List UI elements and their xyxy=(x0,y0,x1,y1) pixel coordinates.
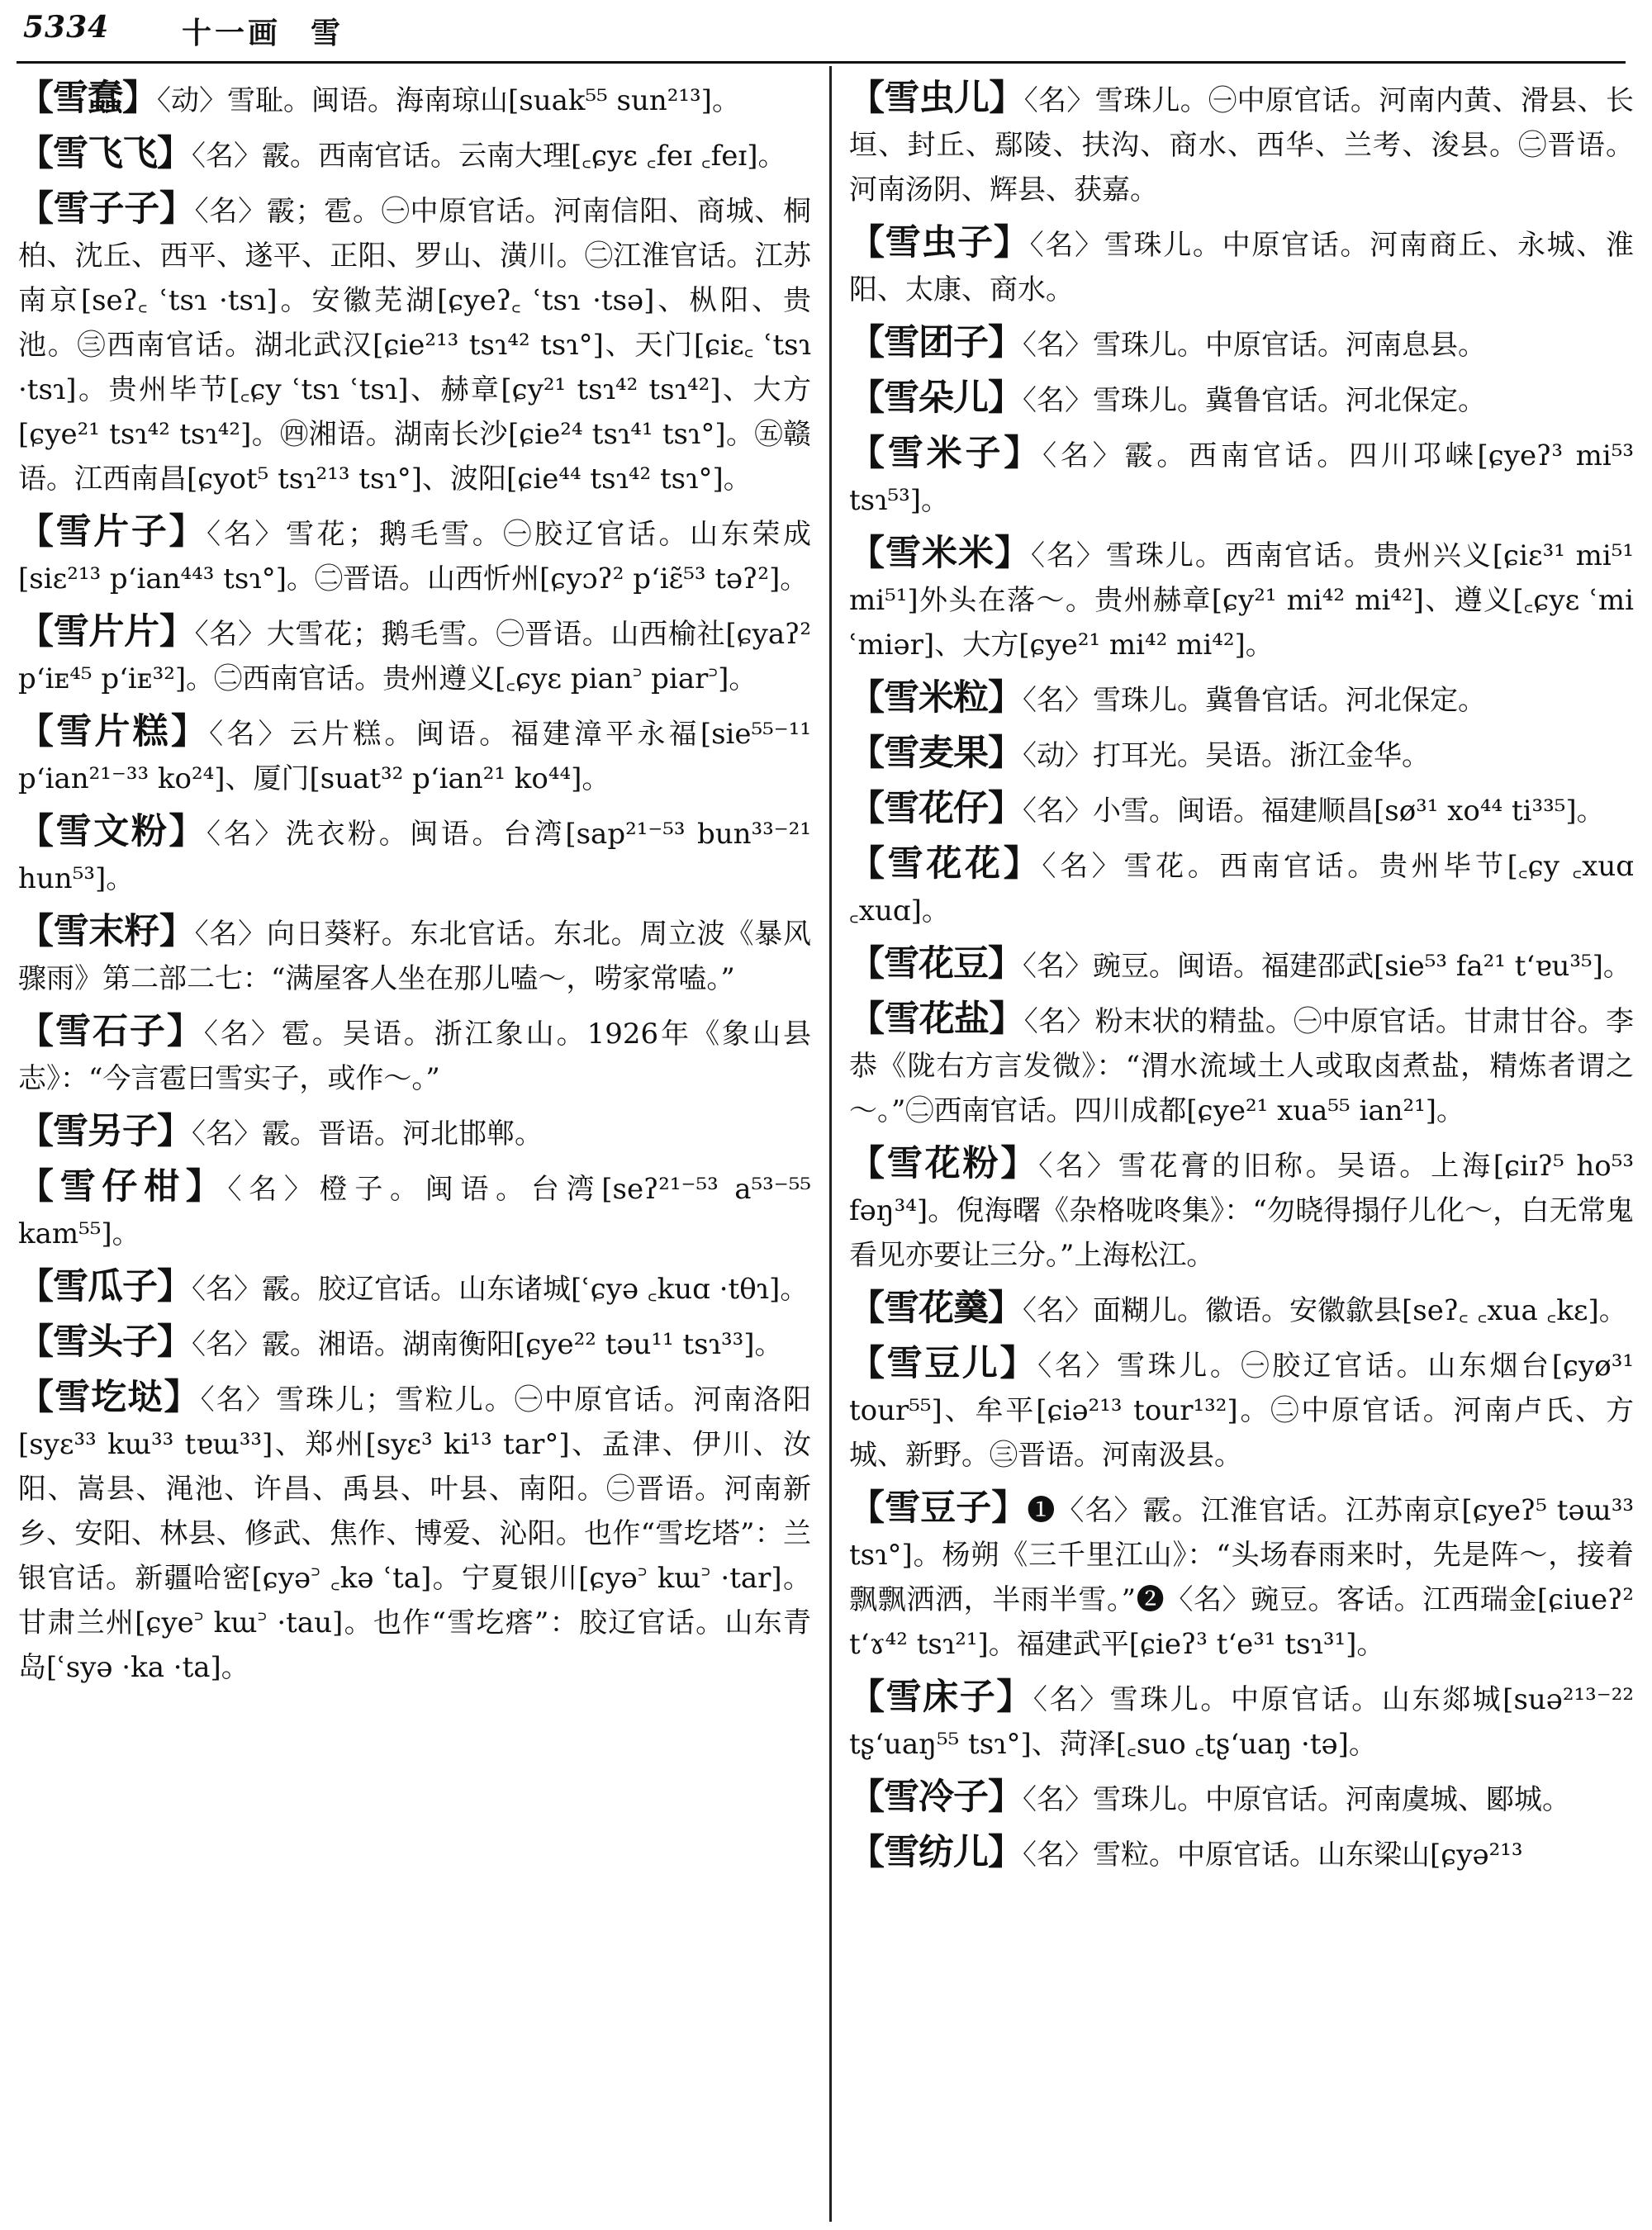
entry-headword: 【雪花仔】 xyxy=(849,788,1023,829)
dictionary-entry xyxy=(849,431,1634,523)
entry-definition: 〈名〉霰；雹。㊀中原官话。河南信阳、商城、桐柏、沈丘、西平、遂平、正阳、罗山、潢川。㊁江淮官话。江苏南京[seʔ꜀ ʿtsɿ ·tsɿ]。安徽芜湖[ɕyeʔ꜀ ʿtsɿ ·tsə]、枞阳、贵池。㊂西南官话。湖北武汉[ɕie²¹³ tsɿ⁴² tsɿ°]、天门[ɕiɛ꜀ ʿtsɿ ·tsɿ]。贵州毕节[꜀ɕy ʿtsɿ ʿtsɿ]、赫章[ɕy²¹ tsɿ⁴² tsɿ⁴²]、大方[ɕye²¹ tsɿ⁴² tsɿ⁴²]。㊃湘语。湖南长沙[ɕie²⁴ tsɿ⁴¹ tsɿ°]。㊄赣语。江西南昌[ɕyot⁵ tsɿ²¹³ tsɿ°]、波阳[ɕie⁴⁴ tsɿ⁴² tsɿ°]。 xyxy=(18,195,812,496)
dictionary-entry xyxy=(18,1320,811,1367)
entry-definition: 〈名〉霰。西南官话。四川邛崃[ɕyeʔ³ mi⁵³ tsɿ⁵³]。 xyxy=(849,439,1634,517)
running-header xyxy=(0,0,1652,61)
entry-definition: 〈名〉粉末状的精盐。㊀中原官话。甘肃甘谷。李恭《陇右方言发微》：“渭水流域土人或取卤煮盐，精炼者谓之～。”㊁西南官话。四川成都[ɕye²¹ xua⁵⁵ ian²¹]。 xyxy=(849,1005,1635,1127)
dictionary-entry xyxy=(18,1109,811,1156)
dictionary-entry xyxy=(18,1375,811,1690)
entry-definition: 〈名〉雪珠儿。中原官话。河南商丘、永城、淮阳、太康、商水。 xyxy=(849,229,1635,306)
dictionary-entry xyxy=(849,842,1634,933)
page-number: 5334 xyxy=(23,10,110,45)
entry-headword: 【雪麦果】 xyxy=(849,733,1023,774)
entry-headword: 【雪团子】 xyxy=(849,322,1023,363)
dictionary-entry xyxy=(849,320,1634,368)
dictionary-entry xyxy=(849,76,1634,212)
entry-definition: 〈名〉霰。西南官话。云南大理[꜀ɕyɛ ꜀feɪ ꜀feɪ]。 xyxy=(192,140,786,173)
entry-definition: 〈名〉雪珠儿。㊀胶辽官话。山东烟台[ɕyø³¹ tour⁵⁵]、牟平[ɕiə²¹³ tour¹³²]。㊁中原官话。河南卢氏、方城、新野。㊂晋语。河南汲县。 xyxy=(849,1350,1634,1472)
entry-definition: 〈名〉霰。胶辽官话。山东诸城[ʿɕyə ꜀kuɑ ·tθɿ]。 xyxy=(192,1273,809,1306)
entry-headword: 【雪豆儿】 xyxy=(849,1343,1038,1384)
entry-definition: 〈名〉云片糕。闽语。福建漳平永福[sie⁵⁵⁻¹¹ pʻian²¹⁻³³ ko²⁴]、厦门[suat³² pʻian²¹ ko⁴⁴]。 xyxy=(18,718,811,795)
right-column xyxy=(849,76,1634,1886)
dictionary-entry xyxy=(18,76,811,123)
entry-definition: 〈名〉雪珠儿。㊀中原官话。河南内黄、滑县、长垣、封丘、鄢陵、扶沟、商水、西华、兰考、浚县。㊁晋语。河南汤阴、辉县、获嘉。 xyxy=(849,84,1635,206)
entry-definition: 〈名〉雪花膏的旧称。吴语。上海[ɕiɪʔ⁵ ho⁵³ fəŋ³⁴]。倪海曙《杂格咙咚集》：“勿晓得搨仔儿化～，白无常鬼看见亦要让三分。”上海松江。 xyxy=(849,1150,1634,1272)
entry-headword: 【雪另子】 xyxy=(18,1111,192,1152)
entry-headword: 【雪米粒】 xyxy=(849,677,1023,719)
entry-definition: 〈名〉雪珠儿。中原官话。河南虞城、郾城。 xyxy=(1023,1783,1570,1816)
entry-definition: 〈名〉雪珠儿。西南官话。贵州兴义[ɕiɛ³¹ mi⁵¹ mi⁵¹]外头在落～。贵州赫章[ɕy²¹ mi⁴² mi⁴²]、遵义[꜀ɕyɛ ʿmi ʿmiər]、大方[ɕye²¹ mi⁴² mi⁴²]。 xyxy=(849,539,1634,662)
dictionary-entry xyxy=(849,531,1634,667)
entry-headword: 【雪子子】 xyxy=(18,188,195,230)
entry-headword: 【雪虫儿】 xyxy=(849,78,1024,119)
entry-definition: 〈名〉雪珠儿；雪粒儿。㊀中原官话。河南洛阳[syɛ³³ kɯ³³ tɐɯ³³]、郑州[syɛ³ ki¹³ tar°]、孟津、伊川、汝阳、嵩县、渑池、许昌、禹县、叶县、南阳。㊁晋语。河南新乡、安阳、林县、修武、焦作、博爱、沁阳。也作“雪圪塔”：兰银官话。新疆哈密[ɕyə꜄ ꜀kə ʿta]。宁夏银川[ɕyə꜄ kɯ꜄ ·tar]。甘肃兰州[ɕye꜄ kɯ꜄ ·tau]。也作“雪圪瘩”：胶辽官话。山东青岛[ʿsyə ·ka ·ta]。 xyxy=(18,1383,812,1684)
dictionary-entry xyxy=(849,786,1634,833)
dictionary-entry xyxy=(18,909,811,1001)
entry-definition: 〈名〉雪珠儿。冀鲁官话。河北保定。 xyxy=(1023,684,1486,717)
dictionary-entry xyxy=(18,709,811,801)
entry-headword: 【雪冷子】 xyxy=(849,1777,1023,1818)
dictionary-entry xyxy=(849,1775,1634,1822)
entry-definition: 〈动〉雪耻。闽语。海南琼山[suak⁵⁵ sun²¹³]。 xyxy=(157,84,740,117)
dictionary-entry xyxy=(18,131,811,178)
dictionary-entry xyxy=(849,1141,1634,1278)
entry-definition: 〈名〉雪花；鹅毛雪。㊀胶辽官话。山东荣成[siɛ²¹³ pʻian⁴⁴³ tsɿ°]。㊁晋语。山西忻州[ɕyɔʔ² pʻiɛ̃⁵³ təʔ²]。 xyxy=(18,518,811,595)
entry-headword: 【雪花粉】 xyxy=(849,1143,1039,1184)
stroke-count-label: 十一画 xyxy=(182,16,282,50)
entry-headword: 【雪圪垯】 xyxy=(18,1377,201,1418)
dictionary-entry xyxy=(18,610,811,701)
dictionary-entry xyxy=(18,1264,811,1312)
dictionary-entry xyxy=(18,809,811,901)
dictionary-entry xyxy=(849,997,1634,1133)
entry-headword: 【雪头子】 xyxy=(18,1321,192,1363)
entry-headword: 【雪末籽】 xyxy=(18,911,195,952)
entry-definition: 〈名〉雪珠儿。中原官话。山东郯城[suə²¹³⁻²² tʂʻuaŋ⁵⁵ tsɿ°]、菏泽[꜀suo ꜀tʂʻuaŋ ·tə]。 xyxy=(849,1683,1635,1761)
entry-definition: 〈名〉霰。湘语。湖南衡阳[ɕye²² təu¹¹ tsɿ³³]。 xyxy=(192,1328,783,1361)
entry-headword: 【雪文粉】 xyxy=(18,811,207,852)
section-character: 雪 xyxy=(311,16,341,50)
dictionary-entry xyxy=(849,1675,1634,1767)
dictionary-entry xyxy=(849,942,1634,989)
entry-headword: 【雪床子】 xyxy=(849,1677,1033,1718)
entry-definition: ❶〈名〉霰。江淮官话。江苏南京[ɕyeʔ⁵ təɯ³³ tsɿ°]。杨朔《三千里江山》：“头场春雨来时，先是阵～，接着飘飘洒洒，半雨半雪。”❷〈名〉豌豆。客话。江西瑞金[ɕiueʔ² tʻɤ⁴² tsɿ²¹]。福建武平[ɕieʔ³ tʻe³¹ tsɿ³¹]。 xyxy=(849,1494,1634,1661)
entry-headword: 【雪飞飞】 xyxy=(18,133,192,174)
dictionary-entry xyxy=(849,731,1634,778)
entry-definition: 〈动〉打耳光。吴语。浙江金华。 xyxy=(1023,739,1430,772)
entry-headword: 【雪花羹】 xyxy=(849,1288,1023,1329)
dictionary-entry xyxy=(849,1486,1634,1667)
entry-headword: 【雪米米】 xyxy=(849,533,1031,574)
header-rule xyxy=(17,61,1626,64)
entry-definition: 〈名〉雪花。西南官话。贵州毕节[꜀ɕy ꜀xuɑ ꜀xuɑ]。 xyxy=(849,850,1635,928)
entry-definition: 〈名〉向日葵籽。东北官话。东北。周立波《暴风骤雨》第二部二七：“满屋客人坐在那儿嗑～，唠家常嗑。” xyxy=(18,918,812,995)
entry-headword: 【雪片片】 xyxy=(18,611,195,652)
entry-definition: 〈名〉洗衣粉。闽语。台湾[sap²¹⁻⁵³ bun³³⁻²¹ hun⁵³]。 xyxy=(18,818,812,895)
entry-headword: 【雪瓜子】 xyxy=(18,1266,192,1307)
dictionary-entry xyxy=(18,1009,811,1101)
entry-definition: 〈名〉小雪。闽语。福建顺昌[sø³¹ xo⁴⁴ ti³³⁵]。 xyxy=(1023,795,1605,828)
entry-headword: 【雪虫子】 xyxy=(849,222,1030,263)
entry-headword: 【雪花花】 xyxy=(849,843,1042,885)
entry-headword: 【雪片糕】 xyxy=(18,711,210,752)
entry-definition: 〈名〉豌豆。闽语。福建邵武[sie⁵³ fa²¹ tʻɐu³⁵]。 xyxy=(1023,950,1631,983)
entry-headword: 【雪花盐】 xyxy=(849,999,1024,1040)
entry-definition: 〈名〉面糊儿。徽语。安徽歙县[seʔ꜀ ꜀xua ꜀kɛ]。 xyxy=(1023,1294,1627,1327)
entry-headword: 【雪纺儿】 xyxy=(849,1832,1023,1873)
entry-headword: 【雪仔柑】 xyxy=(18,1166,228,1208)
left-column xyxy=(18,76,811,1698)
entry-headword: 【雪朵儿】 xyxy=(849,377,1023,419)
entry-definition: 〈名〉雪珠儿。冀鲁官话。河北保定。 xyxy=(1023,384,1486,417)
dictionary-entry xyxy=(18,1165,811,1256)
entry-definition: 〈名〉雹。吴语。浙江象山。1926年《象山县志》：“今言雹曰雪实子，或作～。” xyxy=(18,1018,812,1095)
dictionary-entry xyxy=(849,1341,1634,1478)
dictionary-entry xyxy=(849,221,1634,312)
entry-definition: 〈名〉橙子。闽语。台湾[seʔ²¹⁻⁵³ a⁵³⁻⁵⁵ kam⁵⁵]。 xyxy=(18,1173,812,1250)
entry-definition: 〈名〉雪珠儿。中原官话。河南息县。 xyxy=(1023,329,1486,362)
entry-definition: 〈名〉雪粒。中原官话。山东梁山[ɕyə²¹³ xyxy=(1023,1839,1523,1872)
dictionary-entry xyxy=(849,1830,1634,1877)
entry-headword: 【雪石子】 xyxy=(18,1011,204,1052)
entry-definition: 〈名〉霰。晋语。河北邯郸。 xyxy=(192,1117,543,1151)
column-divider xyxy=(829,66,832,2222)
entry-headword: 【雪豆子】 xyxy=(849,1487,1028,1529)
entry-headword: 【雪米子】 xyxy=(849,433,1043,474)
entry-headword: 【雪片子】 xyxy=(18,511,207,553)
entry-headword: 【雪蠢】 xyxy=(18,78,157,119)
dictionary-entry xyxy=(18,510,811,601)
dictionary-entry xyxy=(849,676,1634,723)
entry-headword: 【雪花豆】 xyxy=(849,943,1023,985)
dictionary-entry xyxy=(849,376,1634,423)
dictionary-entry xyxy=(18,187,811,501)
entry-definition: 〈名〉大雪花；鹅毛雪。㊀晋语。山西榆社[ɕyaʔ² pʻiᴇ⁴⁵ pʻiᴇ³²]。㊁西南官话。贵州遵义[꜀ɕyɛ pian꜄ piar꜄]。 xyxy=(18,618,811,695)
dictionary-entry xyxy=(849,1286,1634,1333)
